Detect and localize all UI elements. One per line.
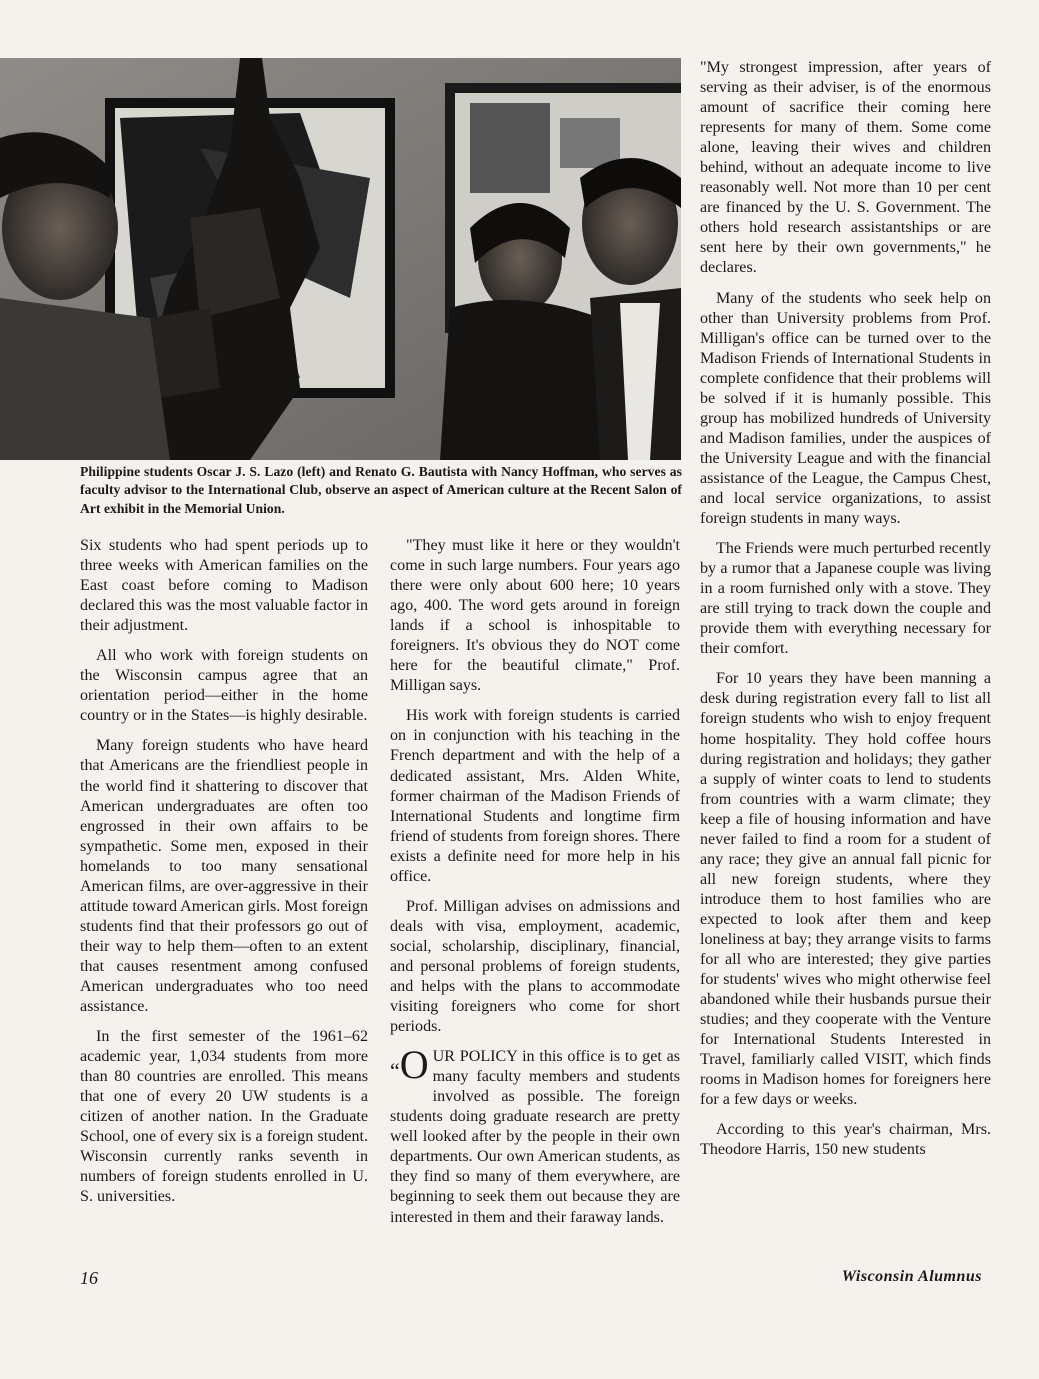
paragraph: According to this year's chairman, Mrs. Theodore Harris, 150 new students [700,1121,991,1159]
photo-exhibit-icon [0,58,681,460]
paragraph: "They must like it here or they wouldn't come in such large numbers. Four years ago there were only about 600 here; 10 years ago, 400. The word gets around in foreign lands if a school is inhospitable to foreigners. It's obvious they do NOT come here for the beautiful climate," Prof. Milligan says. [390,537,680,695]
photo-caption: Philippine students Oscar J. S. Lazo (left) and Renato G. Bautista with Nancy Hoffman, who serves as faculty advisor to the International Club, observe an aspect of American culture at the Recent Salon of Art exhibit in the Memorial Union. [80,464,682,516]
paragraph: The Friends were much perturbed recently by a rumor that a Japanese couple was living in a room furnished only with a stove. They are still trying to track down the couple and provide them with everything necessary for their comfort. [700,540,991,658]
pullquote-paragraph [390,1042,680,1227]
column-1 [80,536,368,1218]
page-number: 16 [80,1268,98,1288]
paragraph: Many of the students who seek help on other than University problems from Prof. Milligan's office can be turned over to the Madison Friends of International Students in complete confidence that their problems will be solved if it is humanly possible. This group has mobilized hundreds of University and Madison families, under the auspices of the University League and with the financial assistance of the League, the Campus Chest, and local service organizations, to assist foreign students in many ways. [700,289,991,528]
paragraph: For 10 years they have been manning a desk during registration every fall to list all foreign students who wish to enjoy frequent home hospitality. They hold coffee hours during registration and holidays; they gather a supply of winter coats to lend to students from countries with a warm climate; they keep a file of housing information and have never failed to find a room for a student of any race; they give an annual fall picnic for all new foreign students, where they introduce them to host families who are expected to look after them and keep loneliness at bay; they arrange visits to farms for all who are interested; they give parties for students' wives who might otherwise feel abandoned while their husbands pursue their studies; and they cooperate with the Venture for International Students Interested in Travel, familiarly called VISIT, which finds rooms in Madison homes for foreigners here for a few days or weeks. [700,670,991,1109]
paragraph: Many foreign students who have heard that Americans are the friendliest people in the world find it shattering to discover that American undergraduates are often too engrossed in their own affairs to be sympathetic. Some men, exposed in their homelands to too many sensational American films, are over-aggressive in their attitude toward American girls. Most foreign students find that their professors go out of their way to help them—often to an extent that causes resentment among confused American undergraduates who too need assistance. [80,737,368,1016]
paragraph: His work with foreign students is carried on in conjunction with his teaching in the French department and with the help of a dedicated assistant, Mrs. Alden White, former chairman of the Madison Friends of International Students and longtime firm friend of students from foreign shores. There exists a definite need for more help in his office. [390,707,680,885]
paragraph: All who work with foreign students on the Wisconsin campus agree that an orientation period—either in the home country or in the States—is highly desirable. [80,647,368,725]
photo [0,58,681,460]
drop-cap: “O [390,1042,429,1088]
paragraph-text: UR POLICY in this office is to get as many faculty members and students involved as possible. The foreign students doing graduate research are pretty well looked after by the people in their own departments. Our own American students, as they find so many of them everywhere, are beginning to seek them out because they are interested in them and their faraway lands. [390,1048,680,1226]
paragraph: "My strongest impression, after years of serving as their adviser, is of the enormous amount of sacrifice their coming here represents for many of them. Some come alone, leaving their wives and children behind, without an adequate income to live reasonably well. Not more than 10 per cent are financed by the U. S. Government. The others hold research assistantships or are sent here by their own governments," he declares. [700,59,991,277]
column-3 [700,58,991,1170]
paragraph: In the first semester of the 1961–62 academic year, 1,034 students from more than 80 countries are enrolled. This means that one of every 20 UW students is a citizen of another nation. In the Graduate School, one of every six is a foreign student. Wisconsin currently ranks seventh in numbers of foreign students enrolled in U. S. universities. [80,1028,368,1206]
column-2 [390,536,680,1238]
publication-title: Wisconsin Alumnus [841,1268,982,1285]
paragraph: Six students who had spent periods up to three weeks with American families on the East coast before coming to Madison declared this was the most valuable factor in their adjustment. [80,537,368,635]
paragraph: Prof. Milligan advises on admissions and deals with visa, employment, academic, social, scholarship, disciplinary, financial, and personal problems of foreign students, and helps with the plans to accommodate visiting foreigners who come for short periods. [390,897,680,1036]
